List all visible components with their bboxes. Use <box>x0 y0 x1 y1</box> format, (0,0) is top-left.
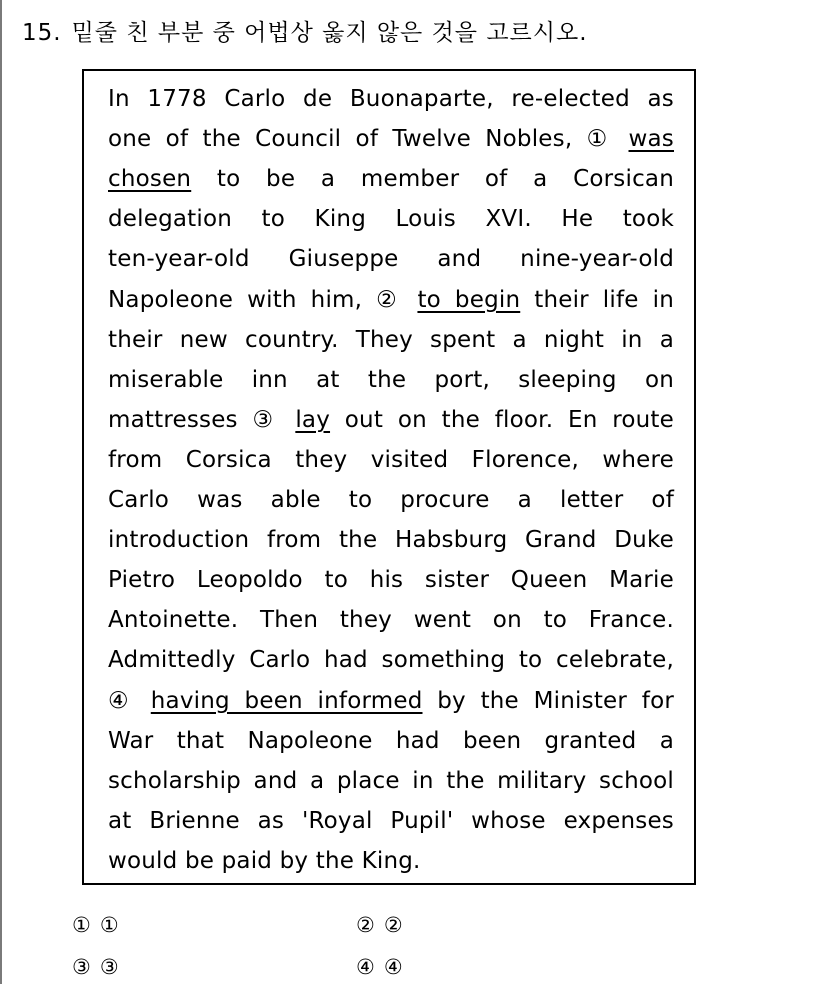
passage-text: Napoleone with him, ② <box>108 286 418 313</box>
passage-text: Antoinette. Then they went on to France. <box>108 607 674 634</box>
passage-text: Admittedly Carlo had something to celebrate, <box>108 647 674 674</box>
option-4[interactable] <box>356 955 404 979</box>
passage-line <box>108 726 674 756</box>
passage-line <box>108 525 674 555</box>
passage-text: In 1778 Carlo de Buonaparte, re-elected as <box>108 86 674 112</box>
passage-line <box>108 325 674 355</box>
option-2-text: ② <box>383 913 404 937</box>
passage-text: one of the Council of Twelve Nobles, ① <box>108 126 629 153</box>
option-2[interactable] <box>356 913 404 937</box>
option-4-marker: ④ <box>356 955 376 979</box>
passage-line <box>108 244 674 274</box>
option-3-marker: ③ <box>72 955 92 979</box>
passage-line <box>108 806 674 836</box>
passage-text: delegation to King Louis XVI. He took <box>108 206 674 233</box>
passage-text: ten-year-old Giuseppe and nine-year-old <box>108 246 674 273</box>
option-2-marker: ② <box>356 913 376 937</box>
underlined-phrase: to begin <box>417 286 521 313</box>
passage-line <box>108 124 674 154</box>
page-margin-rule <box>0 0 2 984</box>
passage-text: Carlo was able to procure a letter of <box>108 487 674 513</box>
option-3-text: ③ <box>99 955 120 979</box>
option-1-text: ① <box>99 913 120 937</box>
passage-line <box>108 686 674 716</box>
passage-line <box>108 204 674 234</box>
question-header <box>22 14 588 47</box>
passage-line <box>108 445 674 475</box>
passage-line <box>108 605 674 635</box>
passage-line <box>108 485 674 515</box>
passage-text: their new country. They spent a night in a <box>108 326 674 353</box>
passage-line <box>108 84 674 114</box>
option-3[interactable] <box>72 955 120 979</box>
underlined-phrase: having been informed <box>150 687 423 714</box>
passage-text: at Brienne as 'Royal Pupil' whose expenses <box>108 807 674 834</box>
passage-line <box>108 365 674 395</box>
option-4-text: ④ <box>383 955 404 979</box>
passage-line <box>108 285 674 315</box>
option-1-marker: ① <box>72 913 92 937</box>
passage-text: their life in <box>520 286 674 313</box>
passage-text: out on the floor. En route <box>330 406 675 433</box>
passage-text: mattresses ③ <box>108 406 296 433</box>
underlined-phrase: lay <box>295 406 331 433</box>
passage-line <box>108 565 674 595</box>
passage-text: by the Minister for <box>422 687 674 714</box>
passage-text: War that Napoleone had been granted a <box>108 727 674 754</box>
passage-text: scholarship and a place in the military school <box>108 767 674 794</box>
passage-text: would be paid by the King. <box>108 847 421 874</box>
passage-line <box>108 645 674 675</box>
passage-line <box>108 164 674 194</box>
underlined-phrase: chosen <box>108 166 192 193</box>
passage-text: ④ <box>108 687 151 714</box>
passage-text: introduction from the Habsburg Grand Duke <box>108 527 674 554</box>
passage-text: from Corsica they visited Florence, where <box>108 446 674 473</box>
underlined-phrase: was <box>628 126 674 153</box>
passage-text: Pietro Leopoldo to his sister Queen Marie <box>108 567 674 594</box>
passage-text: to be a member of a Corsican <box>191 166 674 193</box>
question-number: 15. <box>22 20 62 46</box>
passage-line <box>108 766 674 796</box>
option-1[interactable] <box>72 913 120 937</box>
passage-line <box>108 846 674 876</box>
passage-box <box>82 69 696 885</box>
passage-line <box>108 405 674 435</box>
question-prompt: 밑줄 친 부분 중 어법상 옳지 않은 것을 고르시오. <box>71 20 588 46</box>
passage-text: miserable inn at the port, sleeping on <box>108 366 674 393</box>
